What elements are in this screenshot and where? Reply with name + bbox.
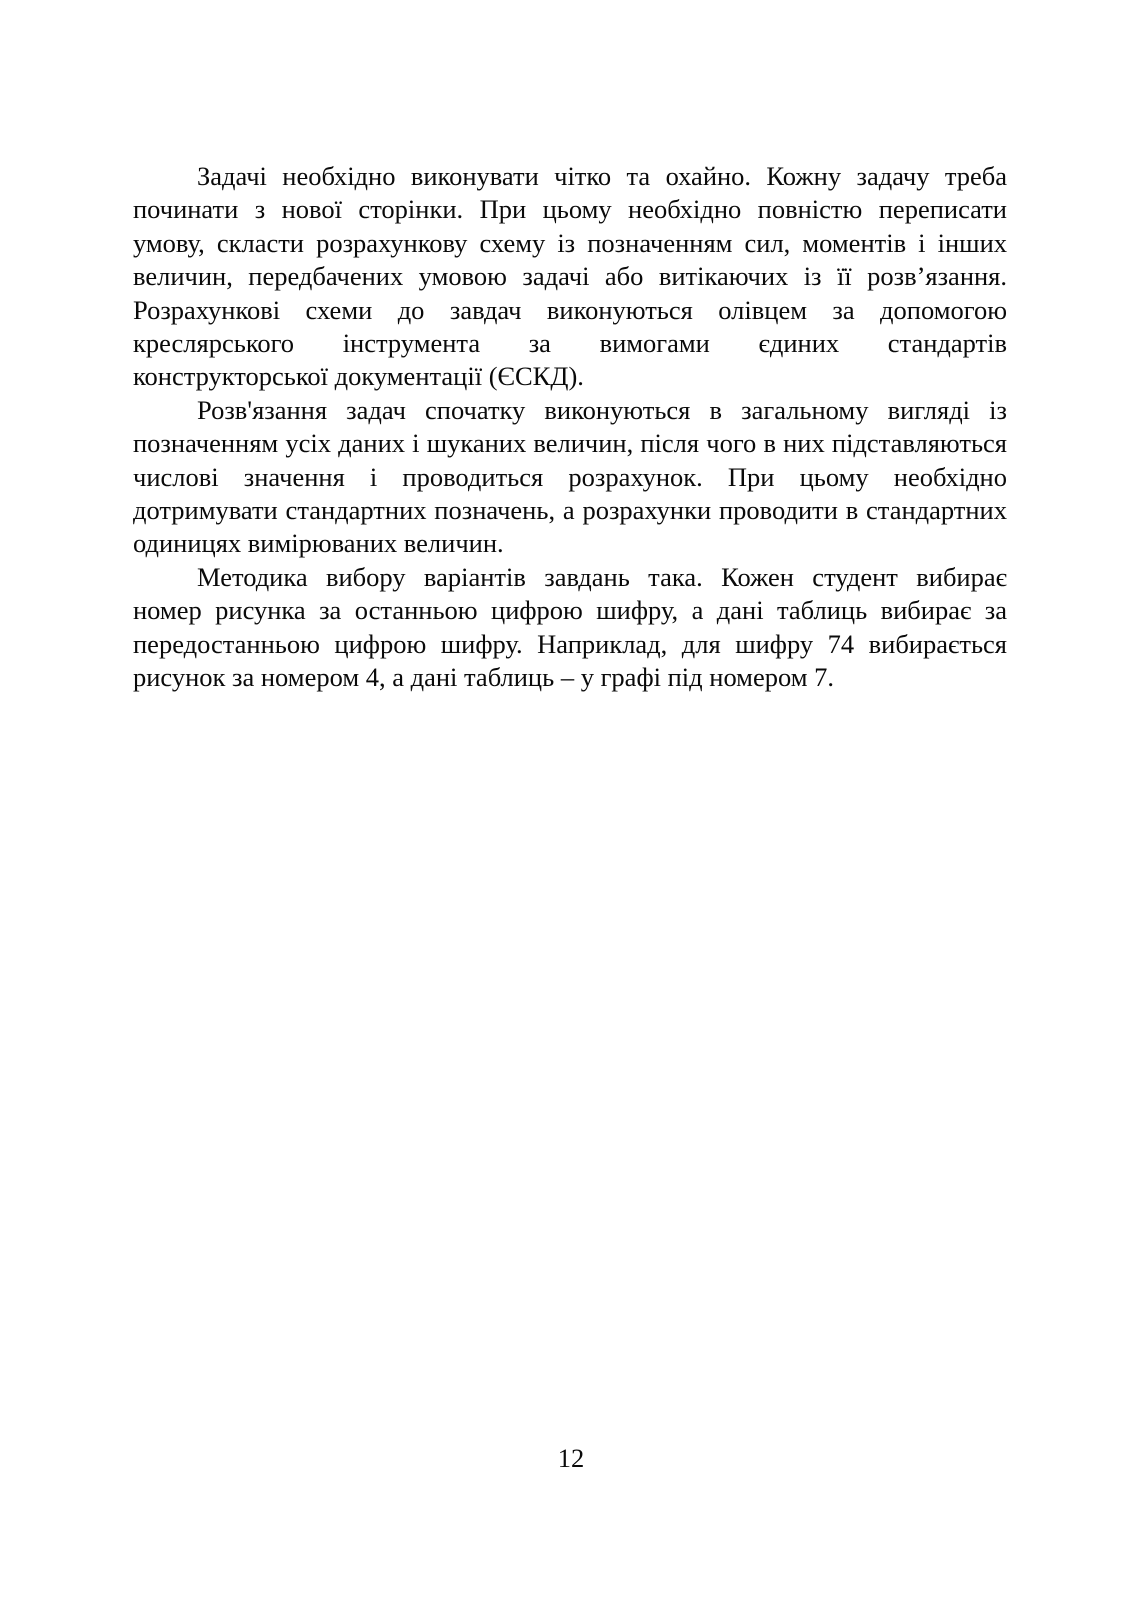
paragraph bbox=[133, 160, 1007, 394]
text-line: креслярського інструмента за вимогами єдиних стандартів bbox=[133, 328, 1007, 359]
text-line: передостанньою цифрою шифру. Наприклад, для шифру 74 вибирається bbox=[133, 628, 1007, 659]
text-line: Задачі необхідно виконувати чітко та охайно. Кожну задачу треба bbox=[197, 161, 1007, 191]
text-line: умову, скласти розрахункову схему із позначенням сил, моментів і інших bbox=[133, 227, 1007, 258]
paragraph bbox=[133, 394, 1007, 561]
paragraph bbox=[133, 561, 1007, 695]
text-line: Розрахункові схеми до завдач виконуються олівцем за допомогою bbox=[133, 294, 1007, 325]
text-line: конструкторської документації (ЄСКД). bbox=[133, 361, 584, 392]
text-line: починати з нової сторінки. При цьому необхідно повністю переписати bbox=[133, 194, 1007, 225]
text-line: дотримувати стандартних позначень, а розрахунки проводити в стандартних bbox=[133, 495, 1007, 526]
text-line: Методика вибору варіантів завдань така. Кожен студент вибирає bbox=[197, 561, 1007, 592]
text-block bbox=[133, 160, 1007, 695]
page-number: 12 bbox=[557, 1443, 585, 1473]
text-line: числові значення і проводиться розрахунок. При цьому необхідно bbox=[133, 461, 1007, 492]
text-line: номер рисунка за останньою цифрою шифру, а дані таблиць вибирає за bbox=[133, 595, 1007, 626]
text-line: позначенням усіх даних і шуканих величин, після чого в них підставляються bbox=[133, 428, 1007, 459]
text-line: одиницях вимірюваних величин. bbox=[133, 528, 504, 559]
text-line: величин, передбачених умовою задачі або витікаючих із її розв’язання. bbox=[133, 261, 1007, 292]
text-line: Розв'язання задач спочатку виконуються в загальному вигляді із bbox=[197, 394, 1007, 425]
text-line: рисунок за номером 4, а дані таблиць – у графі під номером 7. bbox=[133, 662, 834, 693]
